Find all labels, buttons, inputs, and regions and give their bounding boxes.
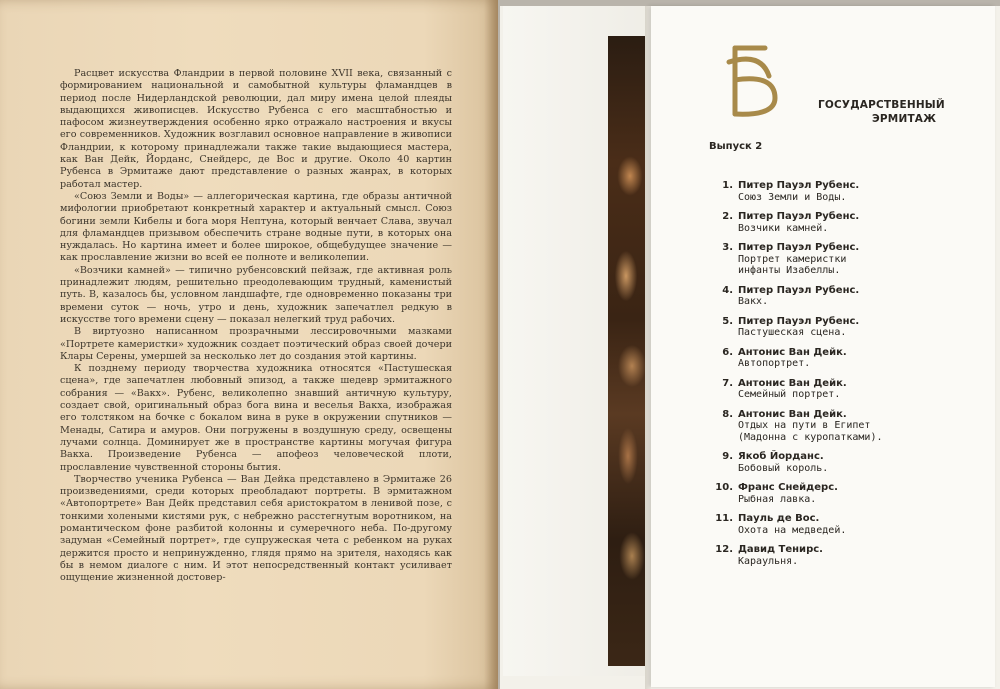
contents-entry xyxy=(703,285,993,308)
contents-entry xyxy=(703,378,993,401)
entry-title: Отдых на пути в Египет (Мадонна с куропатками). xyxy=(738,420,883,443)
entry-artist: Антонис Ван Дейк. xyxy=(738,377,847,389)
entry-number: 2. xyxy=(722,211,733,222)
entry-artist: Франс Снейдерс. xyxy=(738,482,838,493)
entry-title: Семейный портрет. xyxy=(738,389,841,400)
entry-number: 1. xyxy=(722,180,733,191)
entry-title: Возчики камней. xyxy=(738,222,829,234)
article-paragraph: «Союз Земли и Воды» — аллегорическая картина, где образы античной мифологии приобретают конкретный характер и актуальный смысл. Союз богини земли Кибелы и бога моря Нептуна, который венчает Слава, звучал для фламандцев призывом обеспечить стране водные пути, в которых она нуждалась. Но картина имеет и более широкое, общебудущее значение — как прославление жизни во всей ее полноте и великолепии. xyxy=(60,190,452,264)
entry-artist: Питер Пауэл Рубенс. xyxy=(738,315,860,327)
entry-number: 7. xyxy=(722,377,733,389)
contents-entry xyxy=(703,180,993,203)
entry-artist: Питер Пауэл Рубенс. xyxy=(738,242,860,253)
entry-number: 12. xyxy=(715,544,733,555)
contents-entry xyxy=(703,409,993,444)
entry-number: 11. xyxy=(715,513,733,524)
entry-title: Портрет камеристки инфанты Изабеллы. xyxy=(738,253,847,276)
contents-list xyxy=(703,180,993,575)
entry-title: Охота на медведей. xyxy=(738,524,847,536)
entry-artist: Якоб Йорданс. xyxy=(738,451,824,462)
entry-title: Союз Земли и Воды. xyxy=(738,191,847,203)
postcard-folder xyxy=(500,6,1000,689)
entry-number: 10. xyxy=(715,482,733,493)
publisher-line-2: ЭРМИТАЖ xyxy=(872,113,937,125)
entry-title: Рыбная лавка. xyxy=(738,493,817,505)
page-fold-shadow xyxy=(484,0,498,689)
entry-number: 4. xyxy=(722,284,733,296)
issue-number: Выпуск 2 xyxy=(709,141,763,152)
article-paragraph: К позднему периоду творчества художника относятся «Пастушеская сцена», где запечатлен любовный эпизод, а также шедевр эрмитажного собрания — «Вакх». Рубенс, великолепно знавший античную культуру, создает свой, оригинальный образ бога вина и веселья Вакха, изображая его толстяком на бочке с бокалом вина в руке в окружении спутников — Менады, Сатира и амуров. Они погружены в воздушную среду, освещены лучами солнца. Доминирует же в пространстве картины могучая фигура Вакха. Произведение Рубенса — апофеоз человеческой плоти, прославление чувственной стороны бытия. xyxy=(60,363,452,473)
contents-entry xyxy=(703,242,993,277)
entry-title: Караульня. xyxy=(738,555,799,567)
contents-card xyxy=(651,6,995,687)
entry-title: Бобовый король. xyxy=(738,462,829,474)
left-booklet-page xyxy=(0,0,498,689)
contents-entry xyxy=(703,347,993,370)
entry-artist: Давид Тенирс. xyxy=(738,544,823,555)
entry-artist: Антонис Ван Дейк. xyxy=(738,408,847,420)
entry-title: Пастушеская сцена. xyxy=(738,327,847,338)
publisher-line-1: ГОСУДАРСТВЕННЫЙ xyxy=(818,99,945,111)
entry-number: 9. xyxy=(722,451,733,462)
entry-number: 3. xyxy=(722,242,733,253)
entry-number: 5. xyxy=(722,315,733,327)
entry-number: 8. xyxy=(722,408,733,420)
contents-entry xyxy=(703,513,993,536)
publisher-name xyxy=(818,98,978,126)
contents-entry xyxy=(703,211,993,234)
hermitage-logo xyxy=(715,36,785,126)
article-paragraph: Расцвет искусства Фландрии в первой половине XVII века, связанный с формированием национальной и самобытной культуры фламандцев в период после Нидерландской революции, дал миру имена целой плеяды выдающихся живописцев. Искусство Рубенса с его масштабностью и пафосом жизнеутверждения особенно ярко отражало настроения и вкусы его современников. Художник возглавил основное направление в живописи Фландрии, к которому принадлежали также такие выдающиеся мастера, как Ван Дейк, Йорданс, Снейдерс, де Вос и другие. Около 40 картин Рубенса в Эрмитаже дают представление о разных жанрах, в которых работал мастер. xyxy=(60,68,452,190)
entry-artist: Пауль де Вос. xyxy=(738,513,820,524)
article-paragraph: «Возчики камней» — типично рубенсовский пейзаж, где активная роль принадлежит людям, решительно преодолевающим трудный, каменистый путь. В, казалось бы, условном ландшафте, где одновременно показаны три времени суток — ночь, утро и день, художник запечатлел редкую в искусстве того времени сцену — показал нелегкий труд рабочих. xyxy=(60,264,452,325)
contents-entry xyxy=(703,544,993,567)
entry-title: Вакх. xyxy=(738,296,769,307)
entry-artist: Антонис Ван Дейк. xyxy=(738,346,847,358)
contents-entry xyxy=(703,316,993,339)
entry-artist: Питер Пауэл Рубенс. xyxy=(738,211,860,222)
entry-artist: Питер Пауэл Рубенс. xyxy=(738,284,860,296)
contents-entry xyxy=(703,451,993,474)
entry-number: 6. xyxy=(722,346,733,358)
contents-entry xyxy=(703,482,993,505)
article-paragraph: Творчество ученика Рубенса — Ван Дейка представлено в Эрмитаже 26 произведениями, среди которых преобладают портреты. В эрмитажном «Автопортрете» Ван Дейк представил себя аристократом в ленивой позе, с тонкими холеными кистями рук, с небрежно расстегнутым воротником, на романтическом фоне разбитой колонны и сумеречного неба. По-другому задуман «Семейный портрет», где супружеская чета с ребенком на руках держится просто и непринужденно, глядя прямо на зрителя, находясь как бы в немом диалоге с ним. И этот непосредственный контакт усиливает ощущение жизненной достовер- xyxy=(60,473,452,584)
painting-strip xyxy=(608,36,648,666)
article-text xyxy=(60,68,452,584)
entry-title: Автопортрет. xyxy=(738,358,811,369)
entry-artist: Питер Пауэл Рубенс. xyxy=(738,180,860,191)
article-paragraph: В виртуозно написанном прозрачными лессировочными мазками «Портрете камеристки» художник создает поэтический образ своей дочери Клары Серены, умершей за несколько лет до создания этой картины. xyxy=(60,326,452,362)
